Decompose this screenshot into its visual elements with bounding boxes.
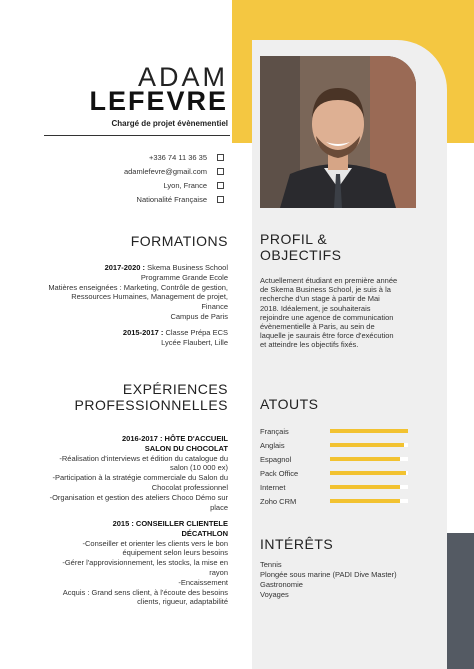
skill-bar-fill (330, 471, 406, 475)
skill-bar-fill (330, 457, 400, 461)
experience-title: 2015 : CONSEILLER CLIENTELE (112, 519, 228, 528)
experience-line: salon (10 000 ex) (170, 463, 228, 473)
skill-row (260, 438, 412, 452)
contact-phone-text[interactable]: +336 74 11 36 35 (148, 152, 207, 162)
skill-row (260, 452, 412, 466)
skill-bar-track (330, 471, 408, 475)
formation-line: Lycée Flaubert, Lille (161, 337, 228, 347)
experience-line: Acquis : Grand sens client, à l'écoute des besoins (62, 587, 228, 597)
formation-line: Campus de Paris (170, 311, 228, 321)
experience-line: -Encaissement (178, 577, 228, 587)
job-title: Chargé de projet évènementiel (111, 119, 228, 128)
contact-location (64, 178, 224, 192)
skill-bar-track (330, 485, 408, 489)
skill-bar-track (330, 429, 408, 433)
formation-date: 2017-2020 : (104, 263, 146, 272)
experience-line: -Participation à la stratégie commerciale du Salon du (52, 473, 228, 483)
experience-title: 2016-2017 : HÔTE D'ACCUEIL (122, 434, 228, 443)
skill-label: Espagnol (260, 454, 292, 464)
formation-item-1 (18, 263, 228, 322)
skill-bar-fill (330, 443, 404, 447)
skills-list (260, 424, 412, 508)
skill-bar-track (330, 457, 408, 461)
profile-photo (260, 56, 416, 208)
skill-label: Zoho CRM (260, 496, 297, 506)
experiences-heading: EXPÉRIENCES PROFESSIONNELLES (74, 381, 228, 413)
contact-list (64, 150, 224, 206)
skill-bar-fill (330, 429, 408, 433)
interest-item: Voyages (260, 590, 289, 599)
formation-line: Matières enseignées : Marketing, Contrôle de gestion, (48, 282, 228, 292)
formation-line: Ressources Humaines, Management de projet, (71, 292, 228, 302)
skill-label: Internet (260, 482, 286, 492)
formation-school: Skema Business School (145, 263, 228, 272)
experience-line: Chocolat professionnel (151, 482, 228, 492)
phone-icon (217, 154, 224, 161)
experience-line: équipement selon leurs besoins (122, 548, 228, 558)
interests-list (260, 560, 397, 600)
flag-icon (217, 196, 224, 203)
interest-item: Gastronomie (260, 580, 303, 589)
skill-row (260, 424, 412, 438)
profile-text: Actuellement étudiant en première année de Skema Business School, je suis à la recherche d'un stage à partir de Mai 2018. Idéalement, je souhaiterais rejoindre une agence de communication évènementielle à Paris, au sein de laquelle je saurais être force d'exécution et atteindre les objectifs fixés. (260, 276, 398, 350)
skill-label: Français (260, 426, 289, 436)
interest-item: Tennis (260, 560, 282, 569)
experience-line: -Conseiller et orienter les clients vers le bon (82, 538, 228, 548)
header-divider (44, 135, 230, 136)
experience-item-1 (28, 434, 228, 512)
contact-email (64, 164, 224, 178)
formations-heading: FORMATIONS (130, 233, 228, 249)
dark-corner-block (447, 533, 474, 669)
formation-item-2 (18, 328, 228, 348)
formation-line: Finance (201, 302, 228, 312)
contact-phone (64, 150, 224, 164)
location-icon (217, 182, 224, 189)
formation-date: 2015-2017 : (122, 328, 164, 337)
experience-line: clients, rigueur, adaptabilité (137, 597, 228, 607)
skill-label: Pack Office (260, 468, 299, 478)
experience-company: DÉCATHLON (181, 528, 228, 538)
skill-bar-track (330, 443, 408, 447)
experience-line: -Réalisation d'interviews et édition du catalogue du (59, 453, 228, 463)
email-icon (217, 168, 224, 175)
experience-line: rayon (209, 567, 228, 577)
experience-line: -Gérer l'approvisionnement, les stocks, la mise en (62, 558, 228, 568)
skill-row (260, 480, 412, 494)
formation-line: Programme Grande Ecole (140, 272, 228, 282)
interests-heading: INTÉRÊTS (260, 536, 334, 552)
skill-bar-track (330, 499, 408, 503)
contact-email-text[interactable]: adamlefevre@gmail.com (123, 166, 207, 176)
skill-bar-fill (330, 485, 400, 489)
interest-item: Plongée sous marine (PADI Dive Master) (260, 570, 397, 579)
experience-line: place (210, 502, 228, 512)
atouts-heading: ATOUTS (260, 396, 319, 412)
experience-item-2 (28, 519, 228, 607)
skill-bar-fill (330, 499, 400, 503)
skill-row (260, 494, 412, 508)
contact-nationality (64, 192, 224, 206)
experience-company: SALON DU CHOCOLAT (144, 443, 228, 453)
skill-label: Anglais (260, 440, 285, 450)
first-name: ADAM (137, 62, 228, 92)
experience-line: -Organisation et gestion des ateliers Choco Démo sur (49, 492, 228, 502)
profile-heading: PROFIL & OBJECTIFS (260, 231, 342, 263)
formation-school: Classe Prépa ECS (163, 328, 228, 337)
contact-nationality-text: Nationalité Française (136, 194, 207, 204)
contact-location-text: Lyon, France (163, 180, 207, 190)
skill-row (260, 466, 412, 480)
last-name: LEFEVRE (89, 86, 228, 116)
